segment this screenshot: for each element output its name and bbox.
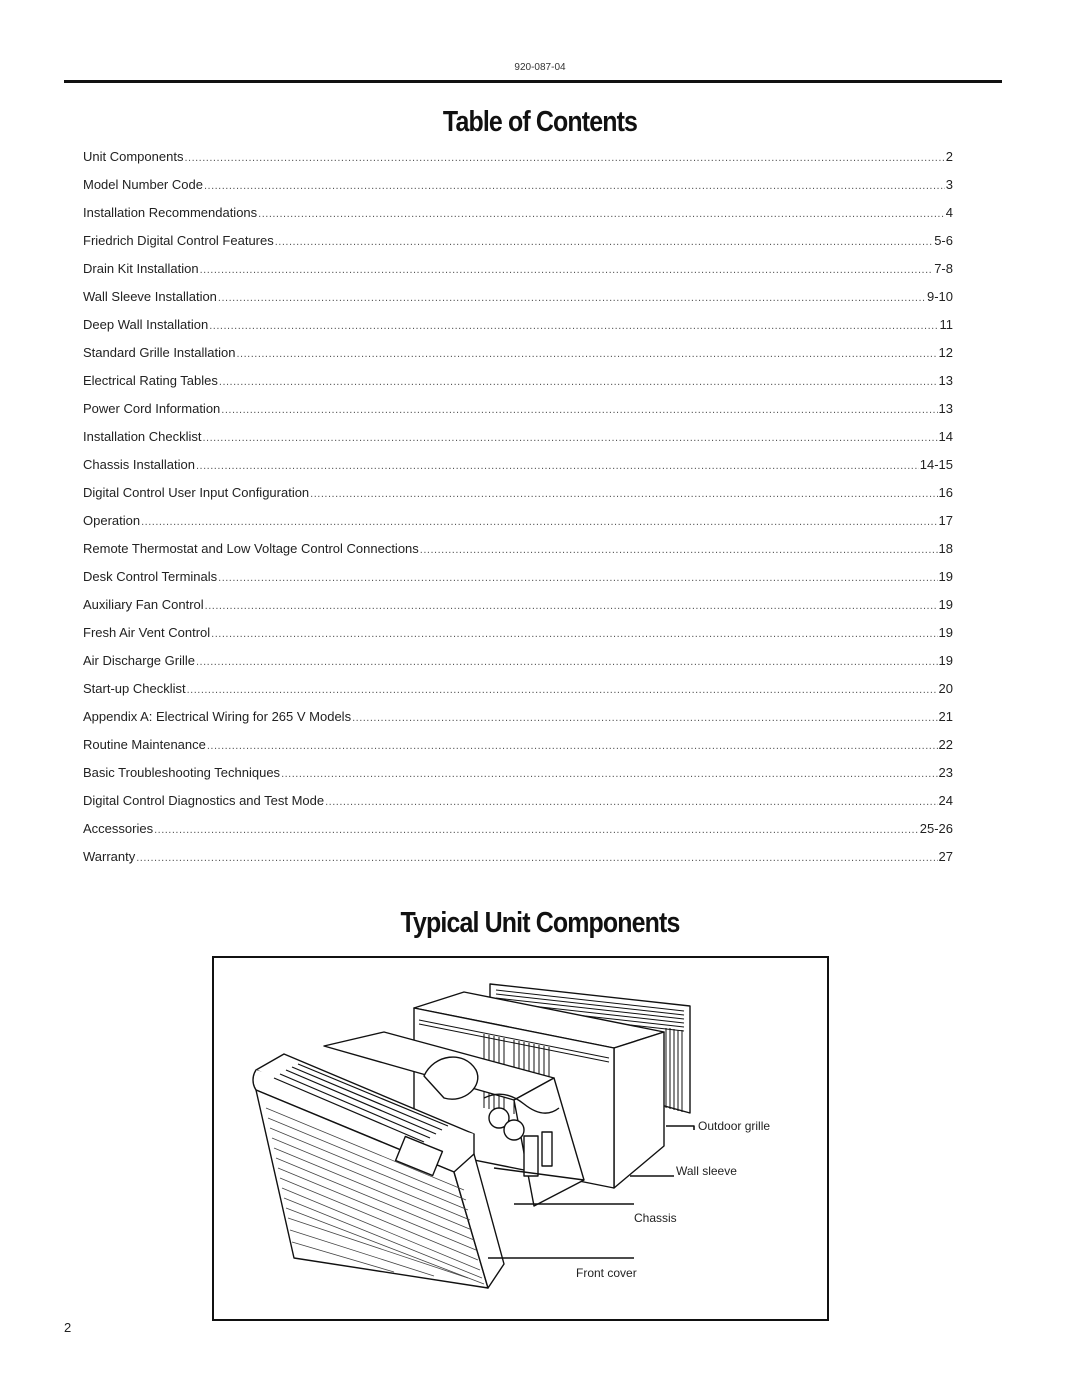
- toc-entry-label: Digital Control User Input Configuration: [83, 485, 310, 500]
- toc-entry-page: 27: [938, 849, 953, 864]
- table-of-contents: [83, 149, 953, 877]
- toc-entry-page: 19: [938, 597, 953, 612]
- components-title: Typical Unit Components: [400, 907, 680, 939]
- toc-leader-dots: [196, 656, 938, 668]
- toc-entry[interactable]: [83, 289, 953, 317]
- toc-leader-dots: [218, 572, 937, 584]
- toc-entry-label: Accessories: [83, 821, 154, 836]
- toc-entry[interactable]: [83, 849, 953, 877]
- unit-components-figure: [212, 956, 829, 1321]
- toc-entry-label: Unit Components: [83, 149, 184, 164]
- toc-entry[interactable]: [83, 373, 953, 401]
- toc-entry-label: Basic Troubleshooting Techniques: [83, 765, 281, 780]
- toc-entry[interactable]: [83, 541, 953, 569]
- toc-entry[interactable]: [83, 177, 953, 205]
- toc-leader-dots: [325, 796, 937, 808]
- toc-entry-label: Model Number Code: [83, 177, 203, 192]
- toc-entry-page: 25-26: [919, 821, 953, 836]
- toc-entry-page: 11: [939, 317, 953, 332]
- document-number: 920-087-04: [514, 62, 566, 73]
- toc-entry-page: 16: [938, 485, 953, 500]
- toc-entry[interactable]: [83, 401, 953, 429]
- toc-entry-label: Auxiliary Fan Control: [83, 597, 204, 612]
- toc-entry-page: 12: [938, 345, 953, 360]
- toc-entry-label: Operation: [83, 513, 141, 528]
- toc-entry-label: Desk Control Terminals: [83, 569, 218, 584]
- toc-entry[interactable]: [83, 317, 953, 345]
- callout-wall-sleeve: Wall sleeve: [676, 1164, 737, 1178]
- toc-entry-page: 20: [938, 681, 953, 696]
- toc-entry-page: 17: [938, 513, 953, 528]
- toc-leader-dots: [218, 292, 926, 304]
- toc-entry-label: Start-up Checklist: [83, 681, 186, 696]
- toc-entry[interactable]: [83, 597, 953, 625]
- toc-entry-label: Wall Sleeve Installation: [83, 289, 217, 304]
- toc-entry-page: 13: [938, 401, 953, 416]
- toc-entry-label: Digital Control Diagnostics and Test Mode: [83, 793, 325, 808]
- toc-entry-page: 19: [938, 569, 953, 584]
- toc-entry-label: Power Cord Information: [83, 401, 221, 416]
- toc-entry-page: 7-8: [934, 261, 953, 276]
- toc-entry-label: Warranty: [83, 849, 136, 864]
- toc-entry-page: 5-6: [934, 233, 953, 248]
- toc-leader-dots: [207, 740, 938, 752]
- toc-entry-page: 9-10: [926, 289, 953, 304]
- toc-entry[interactable]: [83, 205, 953, 233]
- toc-entry-label: Chassis Installation: [83, 457, 195, 472]
- toc-entry-page: 3: [945, 177, 953, 192]
- toc-leader-dots: [204, 180, 945, 192]
- toc-entry[interactable]: [83, 793, 953, 821]
- toc-entry[interactable]: [83, 485, 953, 513]
- toc-entry-label: Electrical Rating Tables: [83, 373, 218, 388]
- header-rule: [64, 80, 1002, 83]
- toc-entry-label: Friedrich Digital Control Features: [83, 233, 274, 248]
- toc-entry-page: 18: [938, 541, 953, 556]
- toc-entry-page: 13: [938, 373, 953, 388]
- toc-entry[interactable]: [83, 709, 953, 737]
- toc-leader-dots: [205, 600, 938, 612]
- toc-leader-dots: [258, 208, 945, 220]
- toc-leader-dots: [219, 376, 938, 388]
- toc-leader-dots: [196, 460, 919, 472]
- toc-entry[interactable]: [83, 429, 953, 457]
- toc-entry-label: Installation Checklist: [83, 429, 202, 444]
- toc-entry-label: Remote Thermostat and Low Voltage Control Connections: [83, 541, 419, 556]
- toc-leader-dots: [209, 320, 938, 332]
- toc-entry-label: Appendix A: Electrical Wiring for 265 V Models: [83, 709, 352, 724]
- toc-entry[interactable]: [83, 681, 953, 709]
- toc-entry[interactable]: [83, 261, 953, 289]
- toc-entry[interactable]: [83, 821, 953, 849]
- toc-leader-dots: [136, 852, 937, 864]
- ptac-unit-illustration: [214, 958, 827, 1319]
- toc-entry[interactable]: [83, 233, 953, 261]
- toc-entry-page: 19: [938, 653, 953, 668]
- toc-entry[interactable]: [83, 569, 953, 597]
- toc-entry[interactable]: [83, 149, 953, 177]
- toc-leader-dots: [281, 768, 937, 780]
- toc-leader-dots: [221, 404, 937, 416]
- toc-leader-dots: [184, 152, 944, 164]
- toc-entry-page: 23: [938, 765, 953, 780]
- callout-outdoor-grille: Outdoor grille: [698, 1119, 771, 1133]
- page-number: 2: [64, 1320, 72, 1335]
- toc-leader-dots: [275, 236, 933, 248]
- toc-entry[interactable]: [83, 737, 953, 765]
- toc-leader-dots: [211, 628, 937, 640]
- toc-leader-dots: [141, 516, 937, 528]
- callout-front-cover: Front cover: [576, 1266, 637, 1280]
- toc-entry-page: 19: [938, 625, 953, 640]
- toc-leader-dots: [203, 432, 938, 444]
- toc-leader-dots: [187, 684, 938, 696]
- toc-leader-dots: [154, 824, 919, 836]
- toc-entry-label: Fresh Air Vent Control: [83, 625, 211, 640]
- toc-entry-page: 2: [945, 149, 953, 164]
- callout-chassis: Chassis: [634, 1211, 677, 1225]
- toc-entry-page: 14-15: [919, 457, 953, 472]
- toc-entry[interactable]: [83, 345, 953, 373]
- toc-leader-dots: [200, 264, 934, 276]
- toc-entry[interactable]: [83, 653, 953, 681]
- toc-entry-page: 14: [938, 429, 953, 444]
- toc-entry[interactable]: [83, 513, 953, 541]
- toc-leader-dots: [310, 488, 937, 500]
- toc-entry-label: Installation Recommendations: [83, 205, 258, 220]
- toc-entry-label: Standard Grille Installation: [83, 345, 236, 360]
- toc-entry-label: Air Discharge Grille: [83, 653, 195, 668]
- toc-leader-dots: [352, 712, 937, 724]
- toc-entry[interactable]: [83, 765, 953, 793]
- toc-entry-label: Routine Maintenance: [83, 737, 206, 752]
- toc-entry-page: 22: [938, 737, 953, 752]
- toc-entry[interactable]: [83, 625, 953, 653]
- toc-entry-label: Drain Kit Installation: [83, 261, 199, 276]
- toc-leader-dots: [420, 544, 938, 556]
- toc-entry-page: 24: [938, 793, 953, 808]
- toc-leader-dots: [236, 348, 937, 360]
- toc-entry[interactable]: [83, 457, 953, 485]
- toc-entry-page: 21: [938, 709, 953, 724]
- toc-title: Table of Contents: [442, 106, 638, 138]
- toc-entry-label: Deep Wall Installation: [83, 317, 209, 332]
- toc-entry-page: 4: [945, 205, 953, 220]
